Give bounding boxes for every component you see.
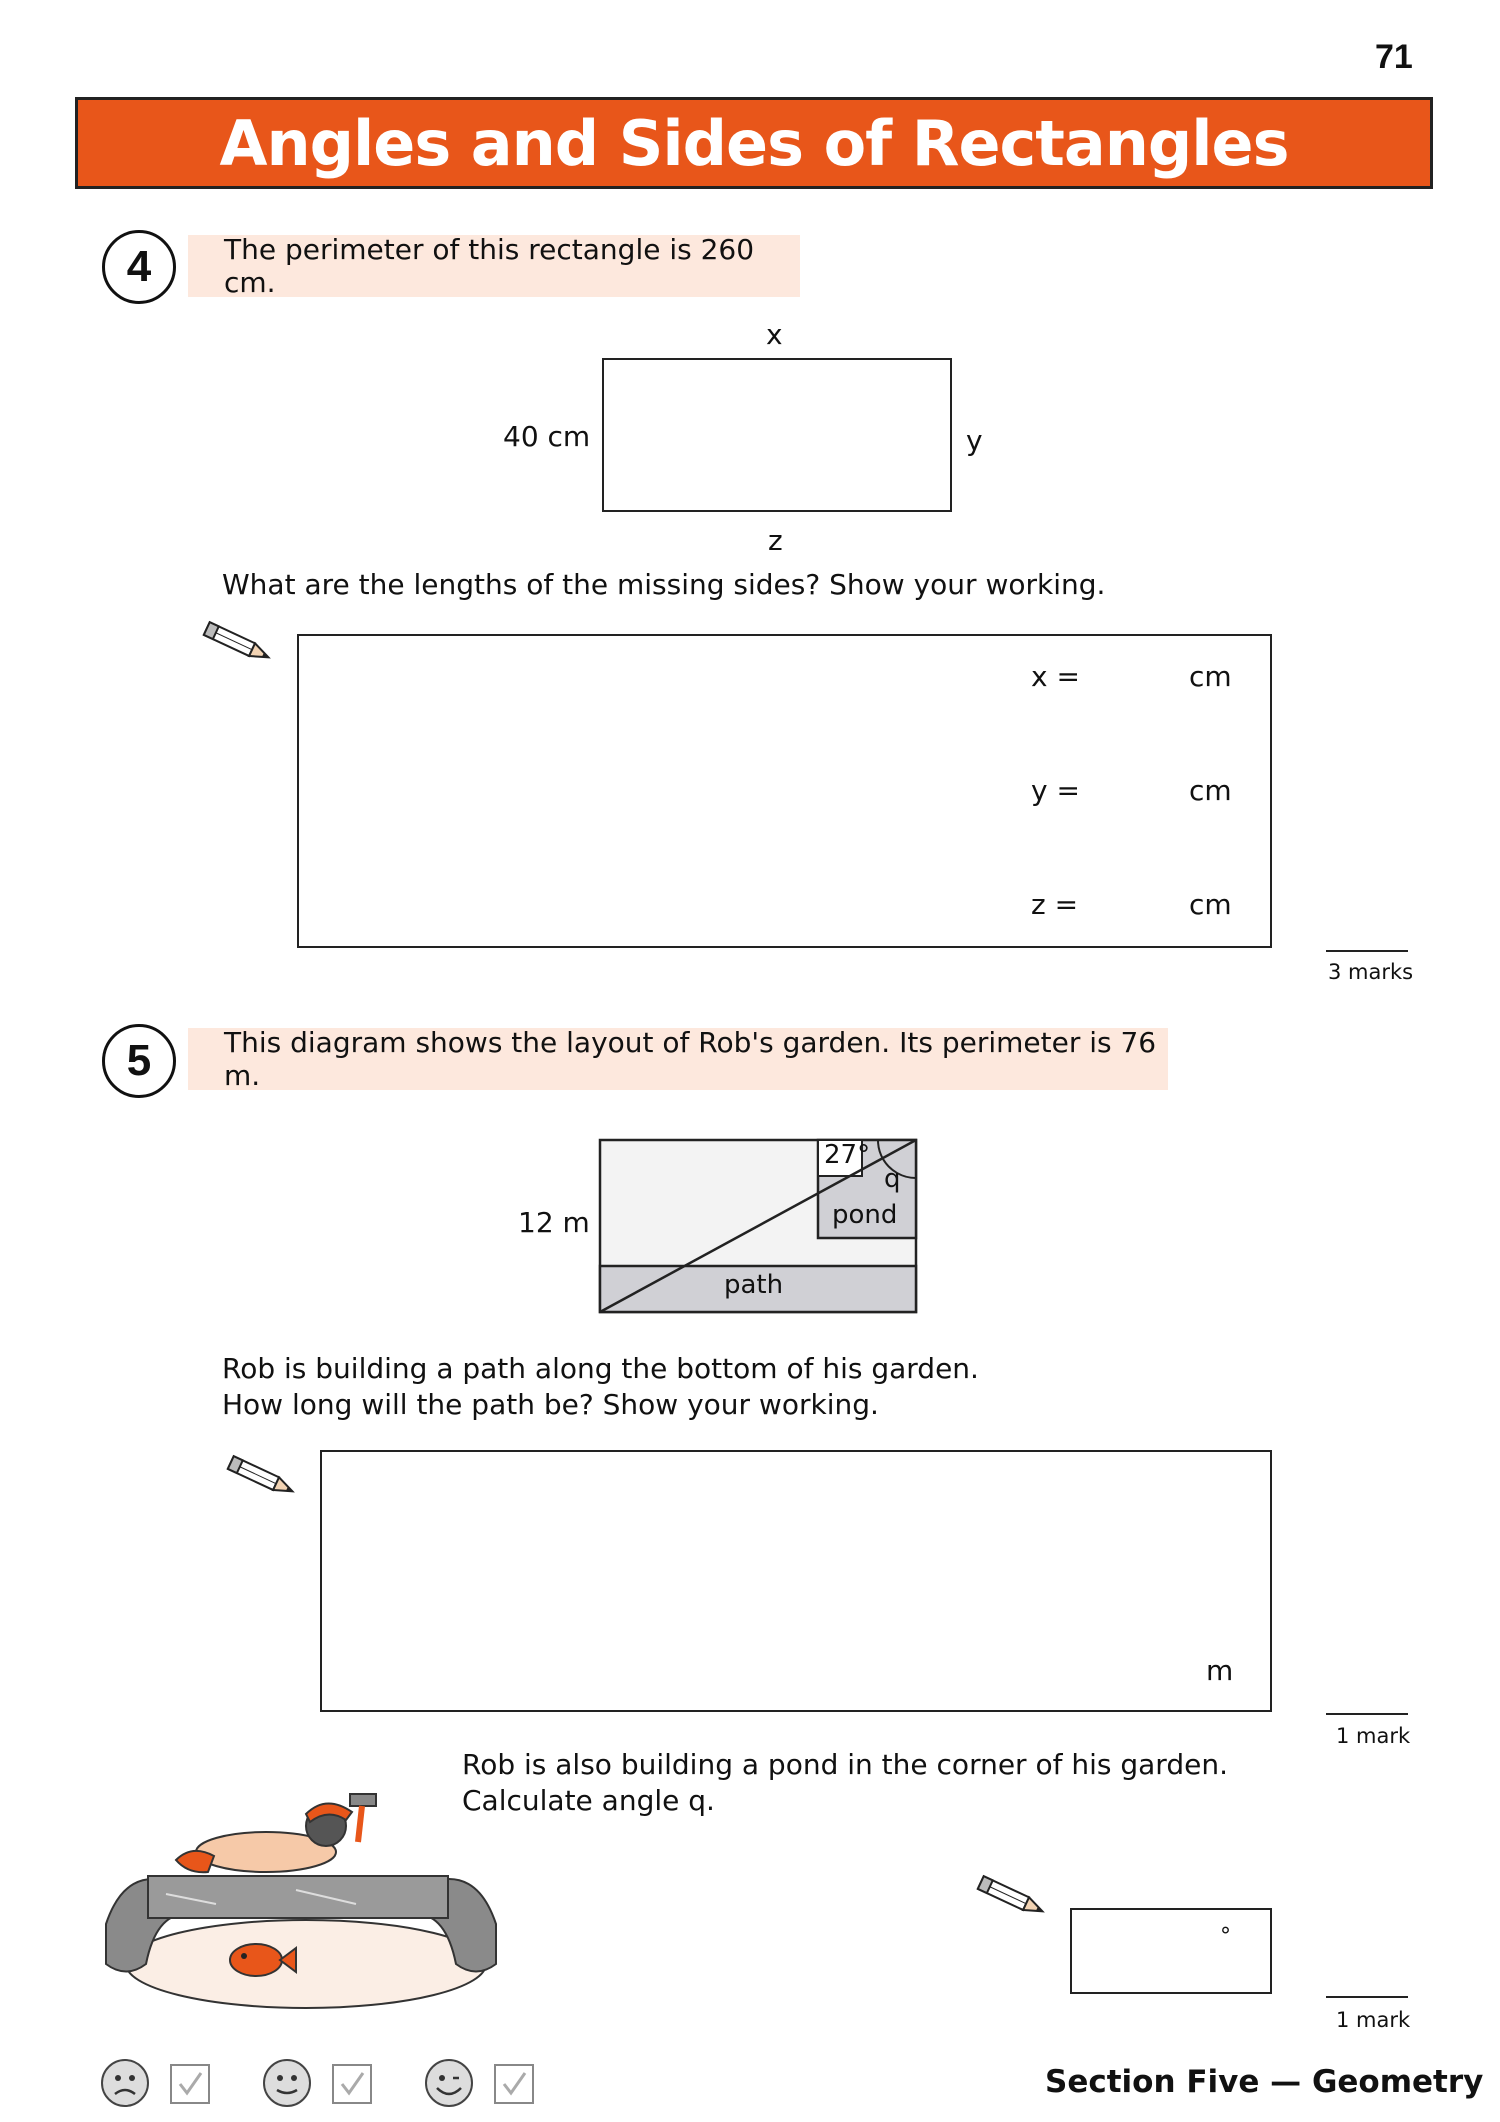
q5b-answer-box[interactable] <box>1070 1908 1272 1994</box>
q5-label-path: path <box>724 1270 784 1300</box>
q5b-instruction-line1: Rob is also building a pond in the corner of his garden. <box>462 1748 1228 1781</box>
q5-label-27deg: 27° <box>824 1140 871 1170</box>
q5-instruction-line2: How long will the path be? Show your working. <box>222 1388 879 1421</box>
q5a-marks: 1 mark <box>1336 1724 1411 1748</box>
q5b-instruction-line2: Calculate angle q. <box>462 1784 715 1817</box>
question-4-prompt: The perimeter of this rectangle is 260 cm. <box>188 235 800 297</box>
q5a-mark-line <box>1326 1713 1408 1715</box>
pencil-icon <box>222 1454 302 1498</box>
footer-section-label: Section Five — Geometry <box>1045 2064 1484 2100</box>
checkbox-tick-icon[interactable] <box>170 2064 210 2104</box>
q5-instruction-line1: Rob is building a path along the bottom of his garden. <box>222 1352 979 1385</box>
q5b-marks: 1 mark <box>1336 2008 1411 2032</box>
question-4-number: 4 <box>102 230 176 304</box>
q5a-answer-box[interactable] <box>320 1450 1272 1712</box>
q5-label-q: q <box>884 1164 901 1194</box>
q4-mark-line <box>1326 950 1408 952</box>
page-number: 71 <box>1375 38 1413 76</box>
q4-answer-y-label: y = <box>1031 774 1080 807</box>
q4-answer-x-label: x = <box>1031 660 1080 693</box>
sad-face-icon[interactable] <box>100 2058 150 2108</box>
q4-answer-z-label: z = <box>1031 888 1079 921</box>
q4-marks: 3 marks <box>1328 960 1414 984</box>
q4-instruction: What are the lengths of the missing sides? Show your working. <box>222 568 1106 601</box>
builder-pond-illustration <box>96 1764 504 2014</box>
q5b-mark-line <box>1326 1996 1408 1998</box>
q5b-answer-degree: ° <box>1220 1924 1231 1949</box>
question-5-prompt: This diagram shows the layout of Rob's garden. Its perimeter is 76 m. <box>188 1028 1168 1090</box>
q4-label-x: x <box>766 318 783 351</box>
q4-rectangle <box>602 358 952 512</box>
q4-label-40cm: 40 cm <box>503 420 591 453</box>
q4-answer-y-unit: cm <box>1189 774 1232 807</box>
neutral-face-icon[interactable] <box>262 2058 312 2108</box>
checkbox-tick-icon[interactable] <box>494 2064 534 2104</box>
q5-label-12m: 12 m <box>518 1206 590 1239</box>
title-banner <box>75 97 1433 189</box>
pencil-icon <box>972 1874 1052 1918</box>
q4-label-z: z <box>768 524 783 557</box>
q4-answer-z-unit: cm <box>1189 888 1232 921</box>
q4-answer-x-unit: cm <box>1189 660 1232 693</box>
checkbox-tick-icon[interactable] <box>332 2064 372 2104</box>
q4-label-y: y <box>966 424 983 457</box>
page-title: Angles and Sides of Rectangles <box>219 106 1289 180</box>
q5-label-pond: pond <box>832 1200 898 1230</box>
q4-answer-box[interactable] <box>297 634 1272 948</box>
happy-face-icon[interactable] <box>424 2058 474 2108</box>
pencil-icon <box>198 620 278 664</box>
q5a-answer-unit: m <box>1206 1654 1234 1687</box>
question-5-number: 5 <box>102 1024 176 1098</box>
